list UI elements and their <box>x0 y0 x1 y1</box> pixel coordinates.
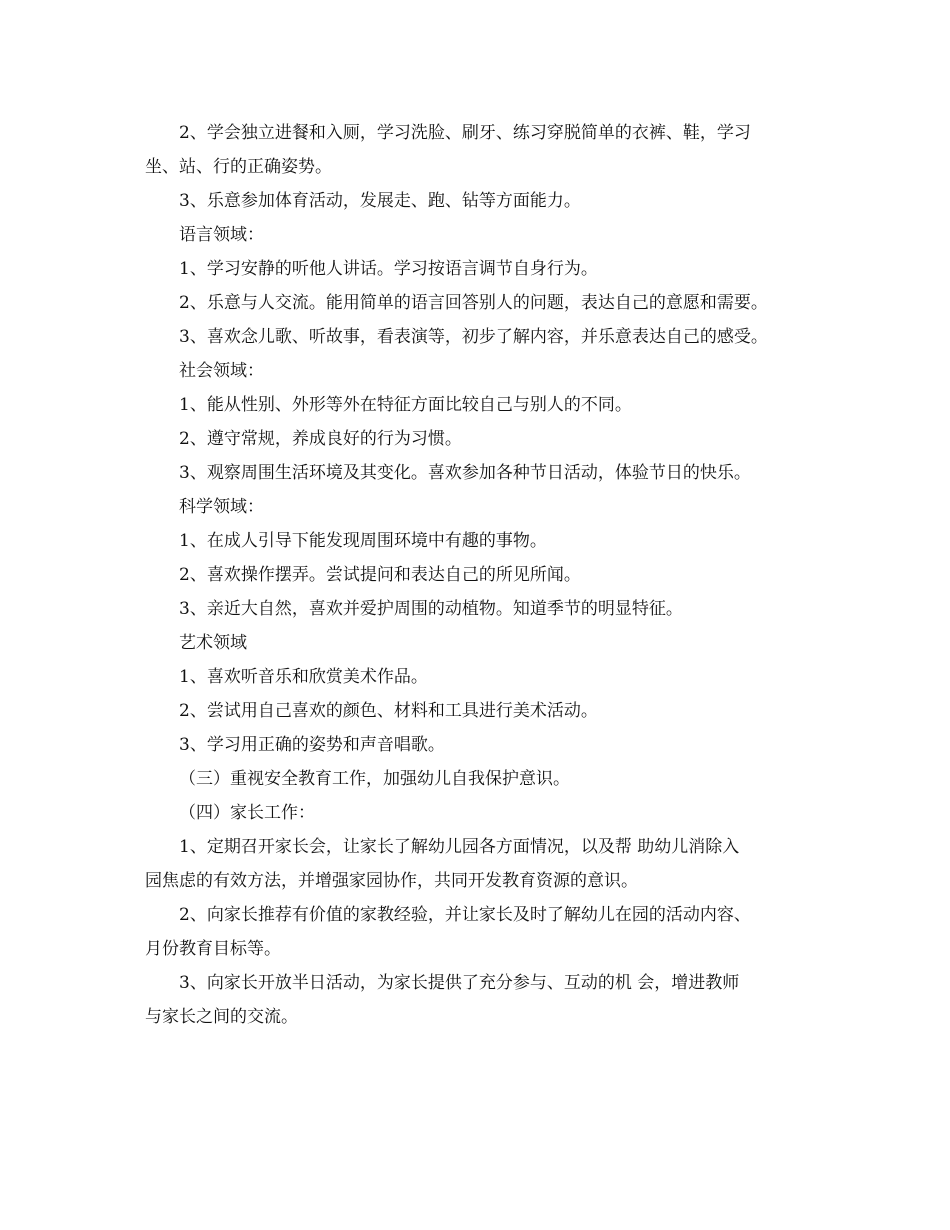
paragraph-line-first: 3、观察周围生活环境及其变化。喜欢参加各种节日活动，体验节日的快乐。 <box>179 463 751 483</box>
paragraph <box>145 388 825 422</box>
document-body <box>145 116 825 1034</box>
paragraph-line-first: 2、喜欢操作摆弄。尝试提问和表达自己的所见所闻。 <box>179 565 581 585</box>
paragraph <box>145 422 825 456</box>
paragraph <box>145 116 825 184</box>
paragraph-line-first: 3、喜欢念儿歌、听故事，看表演等，初步了解内容，并乐意表达自己的感受。 <box>179 327 768 347</box>
paragraph-line-continued: 坐、站、行的正确姿势。 <box>145 157 332 177</box>
paragraph <box>145 320 825 354</box>
paragraph-line-first: 1、学习安静的听他人讲话。学习按语言调节自身行为。 <box>179 259 598 279</box>
paragraph <box>145 626 825 660</box>
paragraph <box>145 490 825 524</box>
paragraph <box>145 354 825 388</box>
paragraph-line-first: 2、遵守常规，养成良好的行为习惯。 <box>179 429 462 449</box>
paragraph-line-first: 2、乐意与人交流。能用简单的语言回答别人的问题，表达自己的意愿和需要。 <box>179 293 768 313</box>
paragraph <box>145 252 825 286</box>
paragraph-line-first: （三）重视安全教育工作，加强幼儿自我保护意识。 <box>179 769 570 789</box>
paragraph <box>145 218 825 252</box>
paragraph-line-first: 语言领域： <box>179 225 264 245</box>
paragraph-line-continued: 月份教育目标等。 <box>145 939 281 959</box>
paragraph-line-continued: 与家长之间的交流。 <box>145 1007 298 1027</box>
paragraph-line-first: 艺术领域 <box>179 633 247 653</box>
paragraph <box>145 660 825 694</box>
paragraph-line-first: 3、亲近大自然，喜欢并爱护周围的动植物。知道季节的明显特征。 <box>179 599 683 619</box>
paragraph <box>145 694 825 728</box>
paragraph-line-first: 2、学会独立进餐和入厕，学习洗脸、刷牙、练习穿脱简单的衣裤、鞋，学习 <box>179 123 751 143</box>
paragraph <box>145 966 825 1034</box>
paragraph <box>145 728 825 762</box>
paragraph <box>145 898 825 966</box>
paragraph <box>145 558 825 592</box>
paragraph-line-first: 3、学习用正确的姿势和声音唱歌。 <box>179 735 445 755</box>
paragraph <box>145 796 825 830</box>
paragraph <box>145 286 825 320</box>
paragraph <box>145 592 825 626</box>
paragraph-line-first: 3、乐意参加体育活动，发展走、跑、钻等方面能力。 <box>179 191 581 211</box>
paragraph-line-continued: 园焦虑的有效方法，并增强家园协作，共同开发教育资源的意识。 <box>145 871 638 891</box>
paragraph <box>145 830 825 898</box>
paragraph-line-first: 科学领域： <box>179 497 264 517</box>
paragraph-line-first: 1、能从性别、外形等外在特征方面比较自己与别人的不同。 <box>179 395 632 415</box>
paragraph <box>145 456 825 490</box>
paragraph <box>145 184 825 218</box>
paragraph-line-first: 1、在成人引导下能发现周围环境中有趣的事物。 <box>179 531 547 551</box>
paragraph-line-first: 2、向家长推荐有价值的家教经验，并让家长及时了解幼儿在园的活动内容、 <box>179 905 751 925</box>
paragraph <box>145 762 825 796</box>
paragraph-line-first: 3、向家长开放半日活动，为家长提供了充分参与、互动的机 会，增进教师 <box>179 973 740 993</box>
paragraph-line-first: 社会领域： <box>179 361 264 381</box>
paragraph-line-first: 2、尝试用自己喜欢的颜色、材料和工具进行美术活动。 <box>179 701 598 721</box>
paragraph-line-first: 1、定期召开家长会，让家长了解幼儿园各方面情况，以及帮 助幼儿消除入 <box>179 837 740 857</box>
paragraph <box>145 524 825 558</box>
paragraph-line-first: （四）家长工作： <box>179 803 315 823</box>
paragraph-line-first: 1、喜欢听音乐和欣赏美术作品。 <box>179 667 428 687</box>
